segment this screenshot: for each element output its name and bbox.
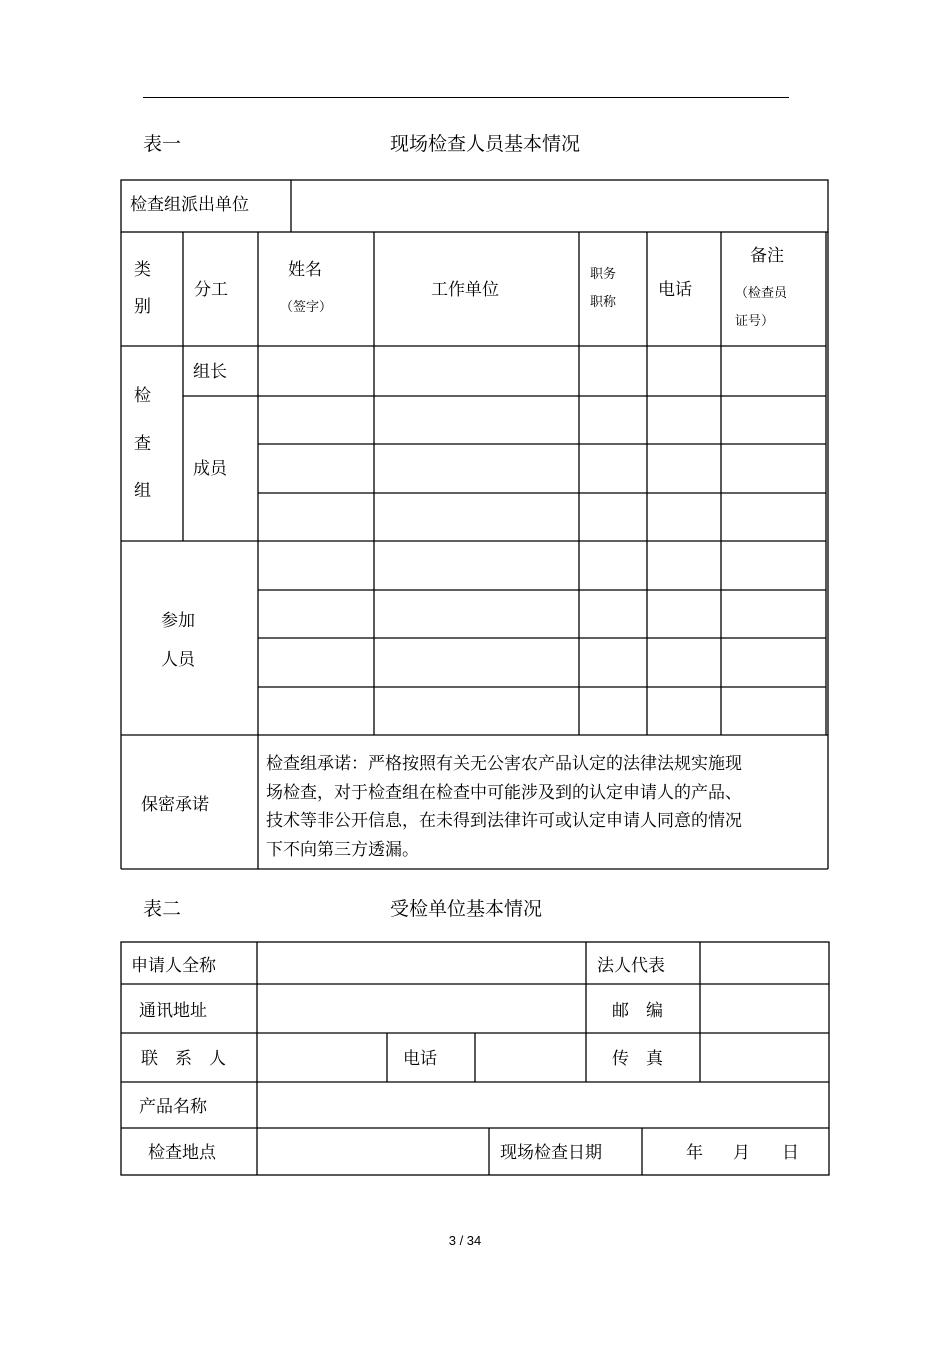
- participants-2: 人员: [161, 650, 195, 670]
- date-month: 月: [733, 1143, 750, 1163]
- confidentiality-line: 场检查，对于检查组在检查中可能涉及到的认定申请人的产品、: [266, 782, 742, 803]
- date-year: 年: [686, 1143, 703, 1163]
- member-label: 成员: [193, 459, 227, 479]
- header-position-1: 职务: [590, 267, 617, 282]
- confidentiality-text: [266, 750, 786, 864]
- header-work-unit: 工作单位: [431, 280, 499, 300]
- confidentiality-label: 保密承诺: [141, 795, 209, 815]
- leader-label: 组长: [193, 362, 227, 382]
- date-label: 现场检查日期: [500, 1143, 602, 1163]
- participants-1: 参加: [161, 611, 195, 631]
- header-category-1: 类: [134, 260, 151, 280]
- header-name: 姓名: [288, 260, 322, 280]
- table1-label: 表一: [143, 133, 182, 155]
- legal-rep-label: 法人代表: [597, 956, 665, 976]
- confidentiality-line: 下不向第三方透漏。: [266, 839, 419, 860]
- inspection-group-1: 检: [134, 386, 151, 406]
- table2-title: 受检单位基本情况: [390, 898, 543, 920]
- address-label: 通讯地址: [139, 1001, 207, 1021]
- table1-title: 现场检查人员基本情况: [390, 133, 581, 155]
- header-remark-note-1: （检查员: [735, 286, 788, 301]
- header-name-note: （签字）: [280, 300, 333, 315]
- inspection-group-2: 查: [134, 434, 151, 454]
- postcode-label: 邮 编: [612, 1001, 663, 1021]
- dispatch-unit-label: 检查组派出单位: [130, 195, 249, 215]
- inspection-group-3: 组: [134, 481, 151, 501]
- header-phone: 电话: [658, 280, 692, 300]
- date-day: 日: [782, 1143, 799, 1163]
- header-remark: 备注: [750, 246, 784, 266]
- header-division: 分工: [194, 280, 228, 300]
- page-number: 3 / 34: [448, 1233, 482, 1248]
- location-label: 检查地点: [148, 1143, 216, 1163]
- contact-label: 联 系 人: [141, 1049, 226, 1069]
- fax-label: 传 真: [612, 1049, 663, 1069]
- product-name-label: 产品名称: [139, 1097, 207, 1117]
- applicant-name-label: 申请人全称: [131, 956, 216, 976]
- confidentiality-line: 技术等非公开信息，在未得到法律许可或认定申请人同意的情况: [266, 811, 742, 831]
- phone-label: 电话: [403, 1049, 437, 1069]
- confidentiality-line: 检查组承诺：严格按照有关无公害农产品认定的法律法规实施现: [266, 754, 742, 774]
- table2-label: 表二: [143, 898, 182, 920]
- header-position-2: 职称: [590, 295, 617, 310]
- header-category-2: 别: [134, 297, 151, 317]
- header-remark-note-2: 证号）: [735, 314, 775, 329]
